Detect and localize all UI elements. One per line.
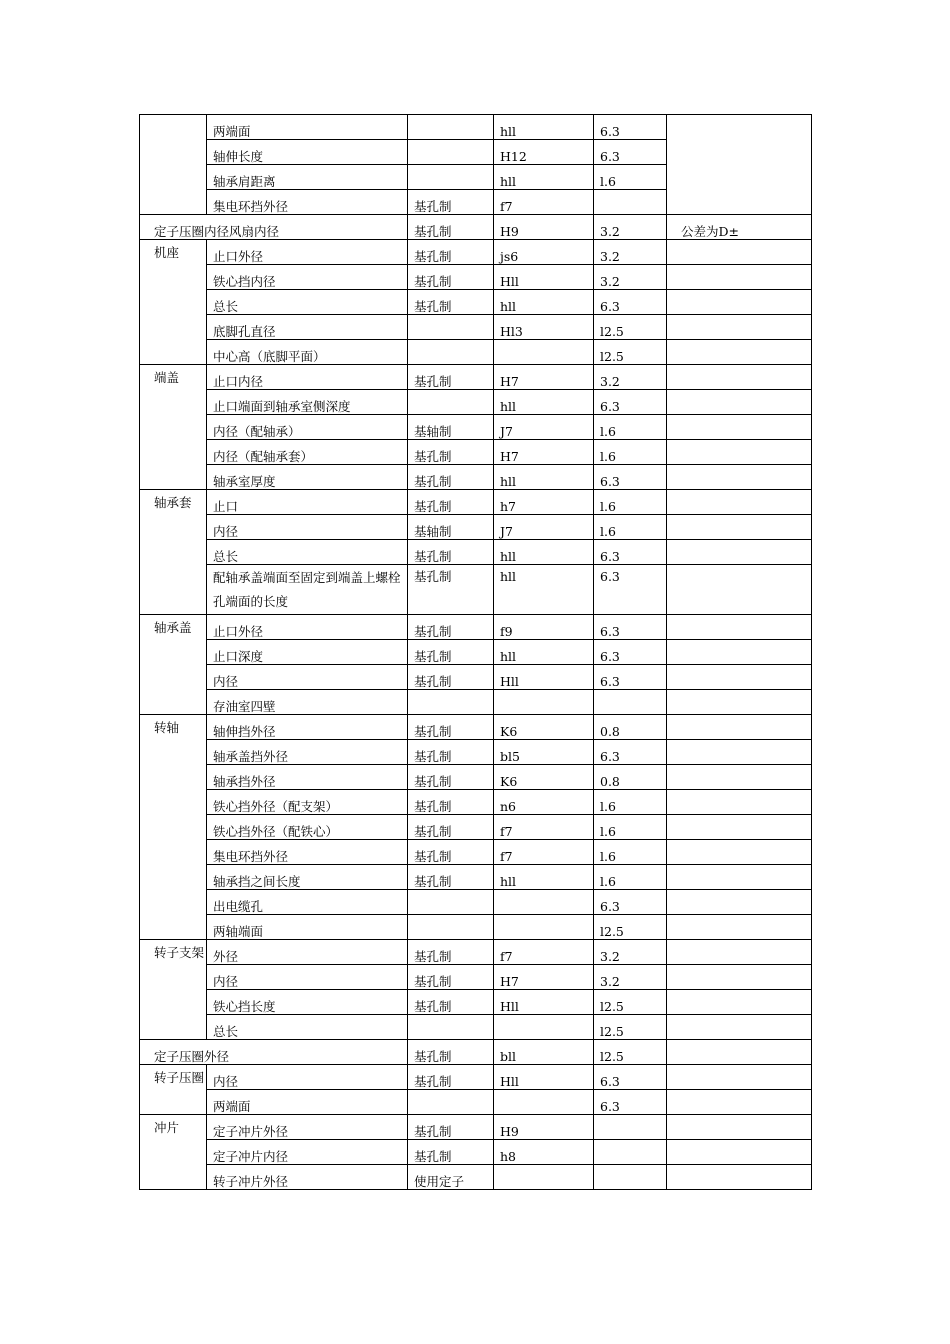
fit-cell: f9	[494, 615, 594, 640]
fit-cell: Hll	[494, 990, 594, 1015]
system-cell: 基孔制	[408, 215, 494, 240]
roughness-cell: l.6	[594, 515, 667, 540]
system-cell	[408, 890, 494, 915]
roughness-cell: l.6	[594, 440, 667, 465]
note-cell	[667, 565, 812, 615]
note-cell	[667, 515, 812, 540]
item-cell: 底脚孔直径	[207, 315, 408, 340]
item-cell: 定子冲片内径	[207, 1140, 408, 1165]
fit-cell: h7	[494, 490, 594, 515]
note-cell	[667, 315, 812, 340]
roughness-cell: l.6	[594, 865, 667, 890]
fit-cell: hll	[494, 540, 594, 565]
table-row	[140, 990, 812, 1015]
fit-cell	[494, 1165, 594, 1190]
note-cell	[667, 390, 812, 415]
note-cell	[667, 690, 812, 715]
roughness-cell: 6.3	[594, 390, 667, 415]
item-cell: 内径（配轴承）	[207, 415, 408, 440]
fit-cell: hll	[494, 465, 594, 490]
item-cell: 止口内径	[207, 365, 408, 390]
roughness-cell: 6.3	[594, 615, 667, 640]
item-cell: 内径	[207, 965, 408, 990]
table-row	[140, 315, 812, 340]
note-cell	[667, 1065, 812, 1090]
table-row	[140, 890, 812, 915]
table-row	[140, 865, 812, 890]
table-row	[140, 415, 812, 440]
note-cell	[667, 1090, 812, 1115]
roughness-cell: 6.3	[594, 540, 667, 565]
fit-cell: js6	[494, 240, 594, 265]
roughness-cell: 6.3	[594, 565, 667, 615]
fit-cell	[494, 1015, 594, 1040]
table-row	[140, 540, 812, 565]
system-cell: 基孔制	[408, 790, 494, 815]
roughness-cell: l.6	[594, 490, 667, 515]
group-cell	[140, 115, 207, 215]
system-cell	[408, 390, 494, 415]
fit-cell: H9	[494, 215, 594, 240]
roughness-cell: l.6	[594, 165, 667, 190]
table-row	[140, 515, 812, 540]
fit-cell: f7	[494, 190, 594, 215]
roughness-cell	[594, 1115, 667, 1140]
table-row	[140, 290, 812, 315]
item-cell: 止口端面到轴承室侧深度	[207, 390, 408, 415]
roughness-cell: 0.8	[594, 765, 667, 790]
item-cell: 轴承挡之间长度	[207, 865, 408, 890]
fit-cell: Hll	[494, 265, 594, 290]
fit-cell: bll	[494, 1040, 594, 1065]
roughness-cell: 6.3	[594, 115, 667, 140]
system-cell: 基孔制	[408, 640, 494, 665]
roughness-cell: l.6	[594, 415, 667, 440]
system-cell	[408, 315, 494, 340]
table-row	[140, 765, 812, 790]
table-row	[140, 1090, 812, 1115]
group-cell: 定子压圈外径	[140, 1040, 408, 1065]
system-cell: 基孔制	[408, 190, 494, 215]
table-row	[140, 265, 812, 290]
roughness-cell: 6.3	[594, 140, 667, 165]
system-cell	[408, 115, 494, 140]
group-cell: 机座	[140, 240, 207, 365]
roughness-cell: 6.3	[594, 1065, 667, 1090]
table-row	[140, 965, 812, 990]
note-cell	[667, 940, 812, 965]
fit-cell	[494, 1090, 594, 1115]
system-cell: 基孔制	[408, 840, 494, 865]
note-cell	[667, 240, 812, 265]
note-cell	[667, 640, 812, 665]
item-cell: 轴承挡外径	[207, 765, 408, 790]
group-cell: 端盖	[140, 365, 207, 490]
note-cell	[667, 490, 812, 515]
system-cell: 基孔制	[408, 440, 494, 465]
item-cell: 集电环挡外径	[207, 190, 408, 215]
note-cell	[667, 1115, 812, 1140]
item-cell: 内径	[207, 665, 408, 690]
note-cell	[667, 890, 812, 915]
fit-cell: Hll	[494, 665, 594, 690]
item-cell: 止口外径	[207, 240, 408, 265]
item-cell: 中心高（底脚平面）	[207, 340, 408, 365]
fit-cell: hll	[494, 640, 594, 665]
roughness-cell	[594, 190, 667, 215]
system-cell: 基孔制	[408, 990, 494, 1015]
item-cell: 铁心挡长度	[207, 990, 408, 1015]
table-row	[140, 940, 812, 965]
system-cell: 基孔制	[408, 290, 494, 315]
item-cell: 总长	[207, 540, 408, 565]
fit-cell: f7	[494, 940, 594, 965]
system-cell: 基孔制	[408, 665, 494, 690]
item-cell: 轴伸挡外径	[207, 715, 408, 740]
table-row	[140, 1165, 812, 1190]
note-cell	[667, 715, 812, 740]
item-cell: 内径	[207, 1065, 408, 1090]
table-row	[140, 215, 812, 240]
roughness-cell: l2.5	[594, 1040, 667, 1065]
note-cell	[667, 1165, 812, 1190]
fit-cell: hll	[494, 390, 594, 415]
table-row	[140, 490, 812, 515]
table-row	[140, 390, 812, 415]
roughness-cell	[594, 690, 667, 715]
system-cell: 基孔制	[408, 365, 494, 390]
table-row	[140, 1015, 812, 1040]
note-cell	[667, 115, 812, 215]
system-cell: 基孔制	[408, 265, 494, 290]
note-cell	[667, 1140, 812, 1165]
note-cell	[667, 440, 812, 465]
item-cell: 轴承室厚度	[207, 465, 408, 490]
note-cell	[667, 740, 812, 765]
note-cell	[667, 365, 812, 390]
fit-cell	[494, 340, 594, 365]
item-cell: 轴承盖挡外径	[207, 740, 408, 765]
table-row	[140, 640, 812, 665]
table-row	[140, 690, 812, 715]
item-cell: 存油室四壁	[207, 690, 408, 715]
roughness-cell: 6.3	[594, 465, 667, 490]
item-cell: 转子冲片外径	[207, 1165, 408, 1190]
group-cell: 转子支架	[140, 940, 207, 1040]
fit-cell: J7	[494, 515, 594, 540]
item-cell: 外径	[207, 940, 408, 965]
system-cell: 基轴制	[408, 515, 494, 540]
roughness-cell	[594, 1140, 667, 1165]
fit-cell	[494, 690, 594, 715]
fit-cell: h8	[494, 1140, 594, 1165]
system-cell: 基孔制	[408, 965, 494, 990]
group-cell: 转子压圈	[140, 1065, 207, 1115]
table-row	[140, 615, 812, 640]
roughness-cell: 6.3	[594, 1090, 667, 1115]
roughness-cell: 3.2	[594, 940, 667, 965]
roughness-cell: 3.2	[594, 265, 667, 290]
table-row	[140, 365, 812, 390]
fit-cell: hll	[494, 865, 594, 890]
item-cell: 铁心挡外径（配支架）	[207, 790, 408, 815]
system-cell: 基孔制	[408, 1065, 494, 1090]
roughness-cell: l.6	[594, 815, 667, 840]
table-row	[140, 1065, 812, 1090]
item-cell: 内径（配轴承套）	[207, 440, 408, 465]
fit-cell: H7	[494, 365, 594, 390]
system-cell: 基孔制	[408, 940, 494, 965]
note-cell	[667, 465, 812, 490]
item-cell: 铁心挡内径	[207, 265, 408, 290]
table-row	[140, 840, 812, 865]
note-cell	[667, 915, 812, 940]
fit-cell: hll	[494, 565, 594, 615]
fit-cell	[494, 890, 594, 915]
fit-cell: hll	[494, 290, 594, 315]
fit-cell: K6	[494, 715, 594, 740]
fit-cell: Hll	[494, 1065, 594, 1090]
fit-cell: H9	[494, 1115, 594, 1140]
group-cell: 轴承盖	[140, 615, 207, 715]
fit-cell: f7	[494, 815, 594, 840]
item-cell: 配轴承盖端面至固定到端盖上螺栓孔端面的长度	[207, 565, 408, 615]
roughness-cell: 6.3	[594, 665, 667, 690]
item-cell: 出电缆孔	[207, 890, 408, 915]
system-cell	[408, 140, 494, 165]
table-row	[140, 465, 812, 490]
tolerance-table	[139, 114, 812, 1190]
fit-cell: bl5	[494, 740, 594, 765]
note-cell: 公差为D±	[667, 215, 812, 240]
fit-cell: f7	[494, 840, 594, 865]
roughness-cell: l2.5	[594, 315, 667, 340]
roughness-cell: 3.2	[594, 215, 667, 240]
item-cell: 集电环挡外径	[207, 840, 408, 865]
item-cell: 内径	[207, 515, 408, 540]
note-cell	[667, 865, 812, 890]
note-cell	[667, 815, 812, 840]
table-row	[140, 715, 812, 740]
system-cell: 基孔制	[408, 740, 494, 765]
system-cell	[408, 1090, 494, 1115]
roughness-cell: 6.3	[594, 640, 667, 665]
roughness-cell: 0.8	[594, 715, 667, 740]
system-cell: 基孔制	[408, 615, 494, 640]
system-cell: 基孔制	[408, 565, 494, 615]
roughness-cell: 6.3	[594, 740, 667, 765]
system-cell	[408, 915, 494, 940]
fit-cell: K6	[494, 765, 594, 790]
group-cell: 定子压圈内径风扇内径	[140, 215, 408, 240]
note-cell	[667, 540, 812, 565]
item-cell: 铁心挡外径（配铁心）	[207, 815, 408, 840]
system-cell: 基孔制	[408, 815, 494, 840]
table-row	[140, 440, 812, 465]
table-row	[140, 815, 812, 840]
roughness-cell: 6.3	[594, 890, 667, 915]
roughness-cell	[594, 1165, 667, 1190]
item-cell: 止口	[207, 490, 408, 515]
roughness-cell: 6.3	[594, 290, 667, 315]
note-cell	[667, 265, 812, 290]
item-cell: 定子冲片外径	[207, 1115, 408, 1140]
fit-cell: hll	[494, 115, 594, 140]
roughness-cell: l.6	[594, 790, 667, 815]
note-cell	[667, 1040, 812, 1065]
system-cell: 基孔制	[408, 240, 494, 265]
item-cell: 两轴端面	[207, 915, 408, 940]
note-cell	[667, 990, 812, 1015]
table-row	[140, 665, 812, 690]
item-cell: 总长	[207, 290, 408, 315]
system-cell: 基孔制	[408, 465, 494, 490]
fit-cell: H7	[494, 965, 594, 990]
group-cell: 冲片	[140, 1115, 207, 1190]
roughness-cell: l2.5	[594, 340, 667, 365]
roughness-cell: l.6	[594, 840, 667, 865]
system-cell: 基孔制	[408, 1140, 494, 1165]
note-cell	[667, 340, 812, 365]
roughness-cell: 3.2	[594, 365, 667, 390]
system-cell	[408, 165, 494, 190]
table-row	[140, 240, 812, 265]
table-row	[140, 740, 812, 765]
item-cell: 轴承肩距离	[207, 165, 408, 190]
roughness-cell: 3.2	[594, 965, 667, 990]
system-cell: 基孔制	[408, 865, 494, 890]
system-cell	[408, 1015, 494, 1040]
note-cell	[667, 965, 812, 990]
group-cell: 转轴	[140, 715, 207, 940]
table-row	[140, 115, 812, 140]
fit-cell: n6	[494, 790, 594, 815]
fit-cell: H12	[494, 140, 594, 165]
roughness-cell: l2.5	[594, 990, 667, 1015]
table-row	[140, 340, 812, 365]
system-cell: 基孔制	[408, 1115, 494, 1140]
roughness-cell: l2.5	[594, 1015, 667, 1040]
fit-cell: H7	[494, 440, 594, 465]
table-row	[140, 1115, 812, 1140]
system-cell: 基孔制	[408, 540, 494, 565]
system-cell: 基孔制	[408, 490, 494, 515]
fit-cell	[494, 915, 594, 940]
system-cell	[408, 340, 494, 365]
roughness-cell: l2.5	[594, 915, 667, 940]
group-cell: 轴承套	[140, 490, 207, 615]
fit-cell: J7	[494, 415, 594, 440]
item-cell: 轴伸长度	[207, 140, 408, 165]
system-cell: 基孔制	[408, 765, 494, 790]
table-row	[140, 565, 812, 615]
table-row	[140, 1140, 812, 1165]
note-cell	[667, 615, 812, 640]
note-cell	[667, 1015, 812, 1040]
note-cell	[667, 765, 812, 790]
table-row	[140, 790, 812, 815]
roughness-cell: 3.2	[594, 240, 667, 265]
note-cell	[667, 415, 812, 440]
table-row	[140, 1040, 812, 1065]
note-cell	[667, 290, 812, 315]
system-cell: 使用定子	[408, 1165, 494, 1190]
table-row	[140, 915, 812, 940]
item-cell: 总长	[207, 1015, 408, 1040]
item-cell: 两端面	[207, 1090, 408, 1115]
item-cell: 止口深度	[207, 640, 408, 665]
system-cell: 基孔制	[408, 1040, 494, 1065]
item-cell: 两端面	[207, 115, 408, 140]
item-cell: 止口外径	[207, 615, 408, 640]
system-cell	[408, 690, 494, 715]
note-cell	[667, 840, 812, 865]
note-cell	[667, 665, 812, 690]
fit-cell: hll	[494, 165, 594, 190]
fit-cell: Hl3	[494, 315, 594, 340]
system-cell: 基轴制	[408, 415, 494, 440]
note-cell	[667, 790, 812, 815]
system-cell: 基孔制	[408, 715, 494, 740]
